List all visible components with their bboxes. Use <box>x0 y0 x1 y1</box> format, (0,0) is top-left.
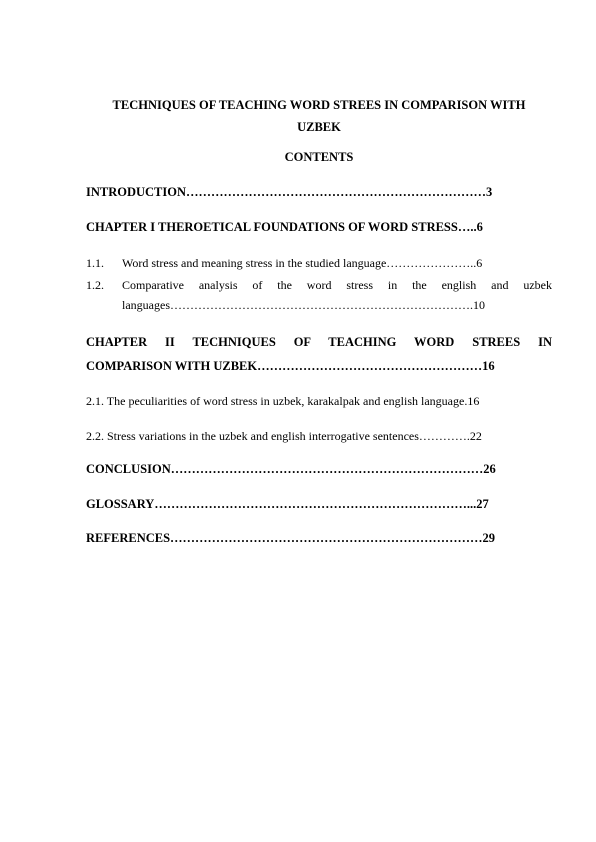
toc-entry-glossary: GLOSSARY…………………………………………………………………...27 <box>86 497 489 511</box>
toc-entry-chapter-2-line-2: COMPARISON WITH UZBEK………………………………………………16 <box>86 359 495 373</box>
toc-entry-2-1: 2.1. The peculiarities of word stress in uzbek, karakalpak and english language.16 <box>86 394 480 408</box>
toc-entry-1-2-line-2: languages………………………………………………………………….10 <box>122 298 485 312</box>
toc-entry-1-1-text: Word stress and meaning stress in the studied language…………………..6 <box>122 256 483 270</box>
toc-entry-chapter-2 <box>86 330 552 378</box>
toc-entry-references: REFERENCES…………………………………………………………………29 <box>86 531 496 545</box>
toc-entry-1-2-text <box>122 275 552 315</box>
toc-entry-1-2-number: 1.2. <box>86 278 104 292</box>
toc-entry-1-1 <box>86 253 552 273</box>
toc-entry-conclusion: CONCLUSION…………………………………………………………………26 <box>86 462 496 476</box>
toc-entry-1-1-number: 1.1. <box>86 256 104 270</box>
toc-entry-chapter-2-line-1: CHAPTER II TECHNIQUES OF TEACHING WORD STREES IN <box>86 335 552 349</box>
toc-entry-chapter-1: CHAPTER I THEROETICAL FOUNDATIONS OF WORD STRESS…..6 <box>86 220 483 234</box>
toc-entry-2-2: 2.2. Stress variations in the uzbek and english interrogative sentences………….22 <box>86 429 482 443</box>
toc-entry-1-2-line-1: Comparative analysis of the word stress in the english and uzbek <box>122 278 552 292</box>
toc-entry-1-2 <box>86 275 552 319</box>
document-title-line-2: UZBEK <box>297 120 341 134</box>
document-title <box>86 94 552 138</box>
document-title-line-1: TECHNIQUES OF TEACHING WORD STREES IN COMPARISON WITH <box>112 98 526 112</box>
contents-heading: CONTENTS <box>284 150 354 164</box>
toc-entry-introduction: INTRODUCTION………………………………………………………………3 <box>86 185 493 199</box>
